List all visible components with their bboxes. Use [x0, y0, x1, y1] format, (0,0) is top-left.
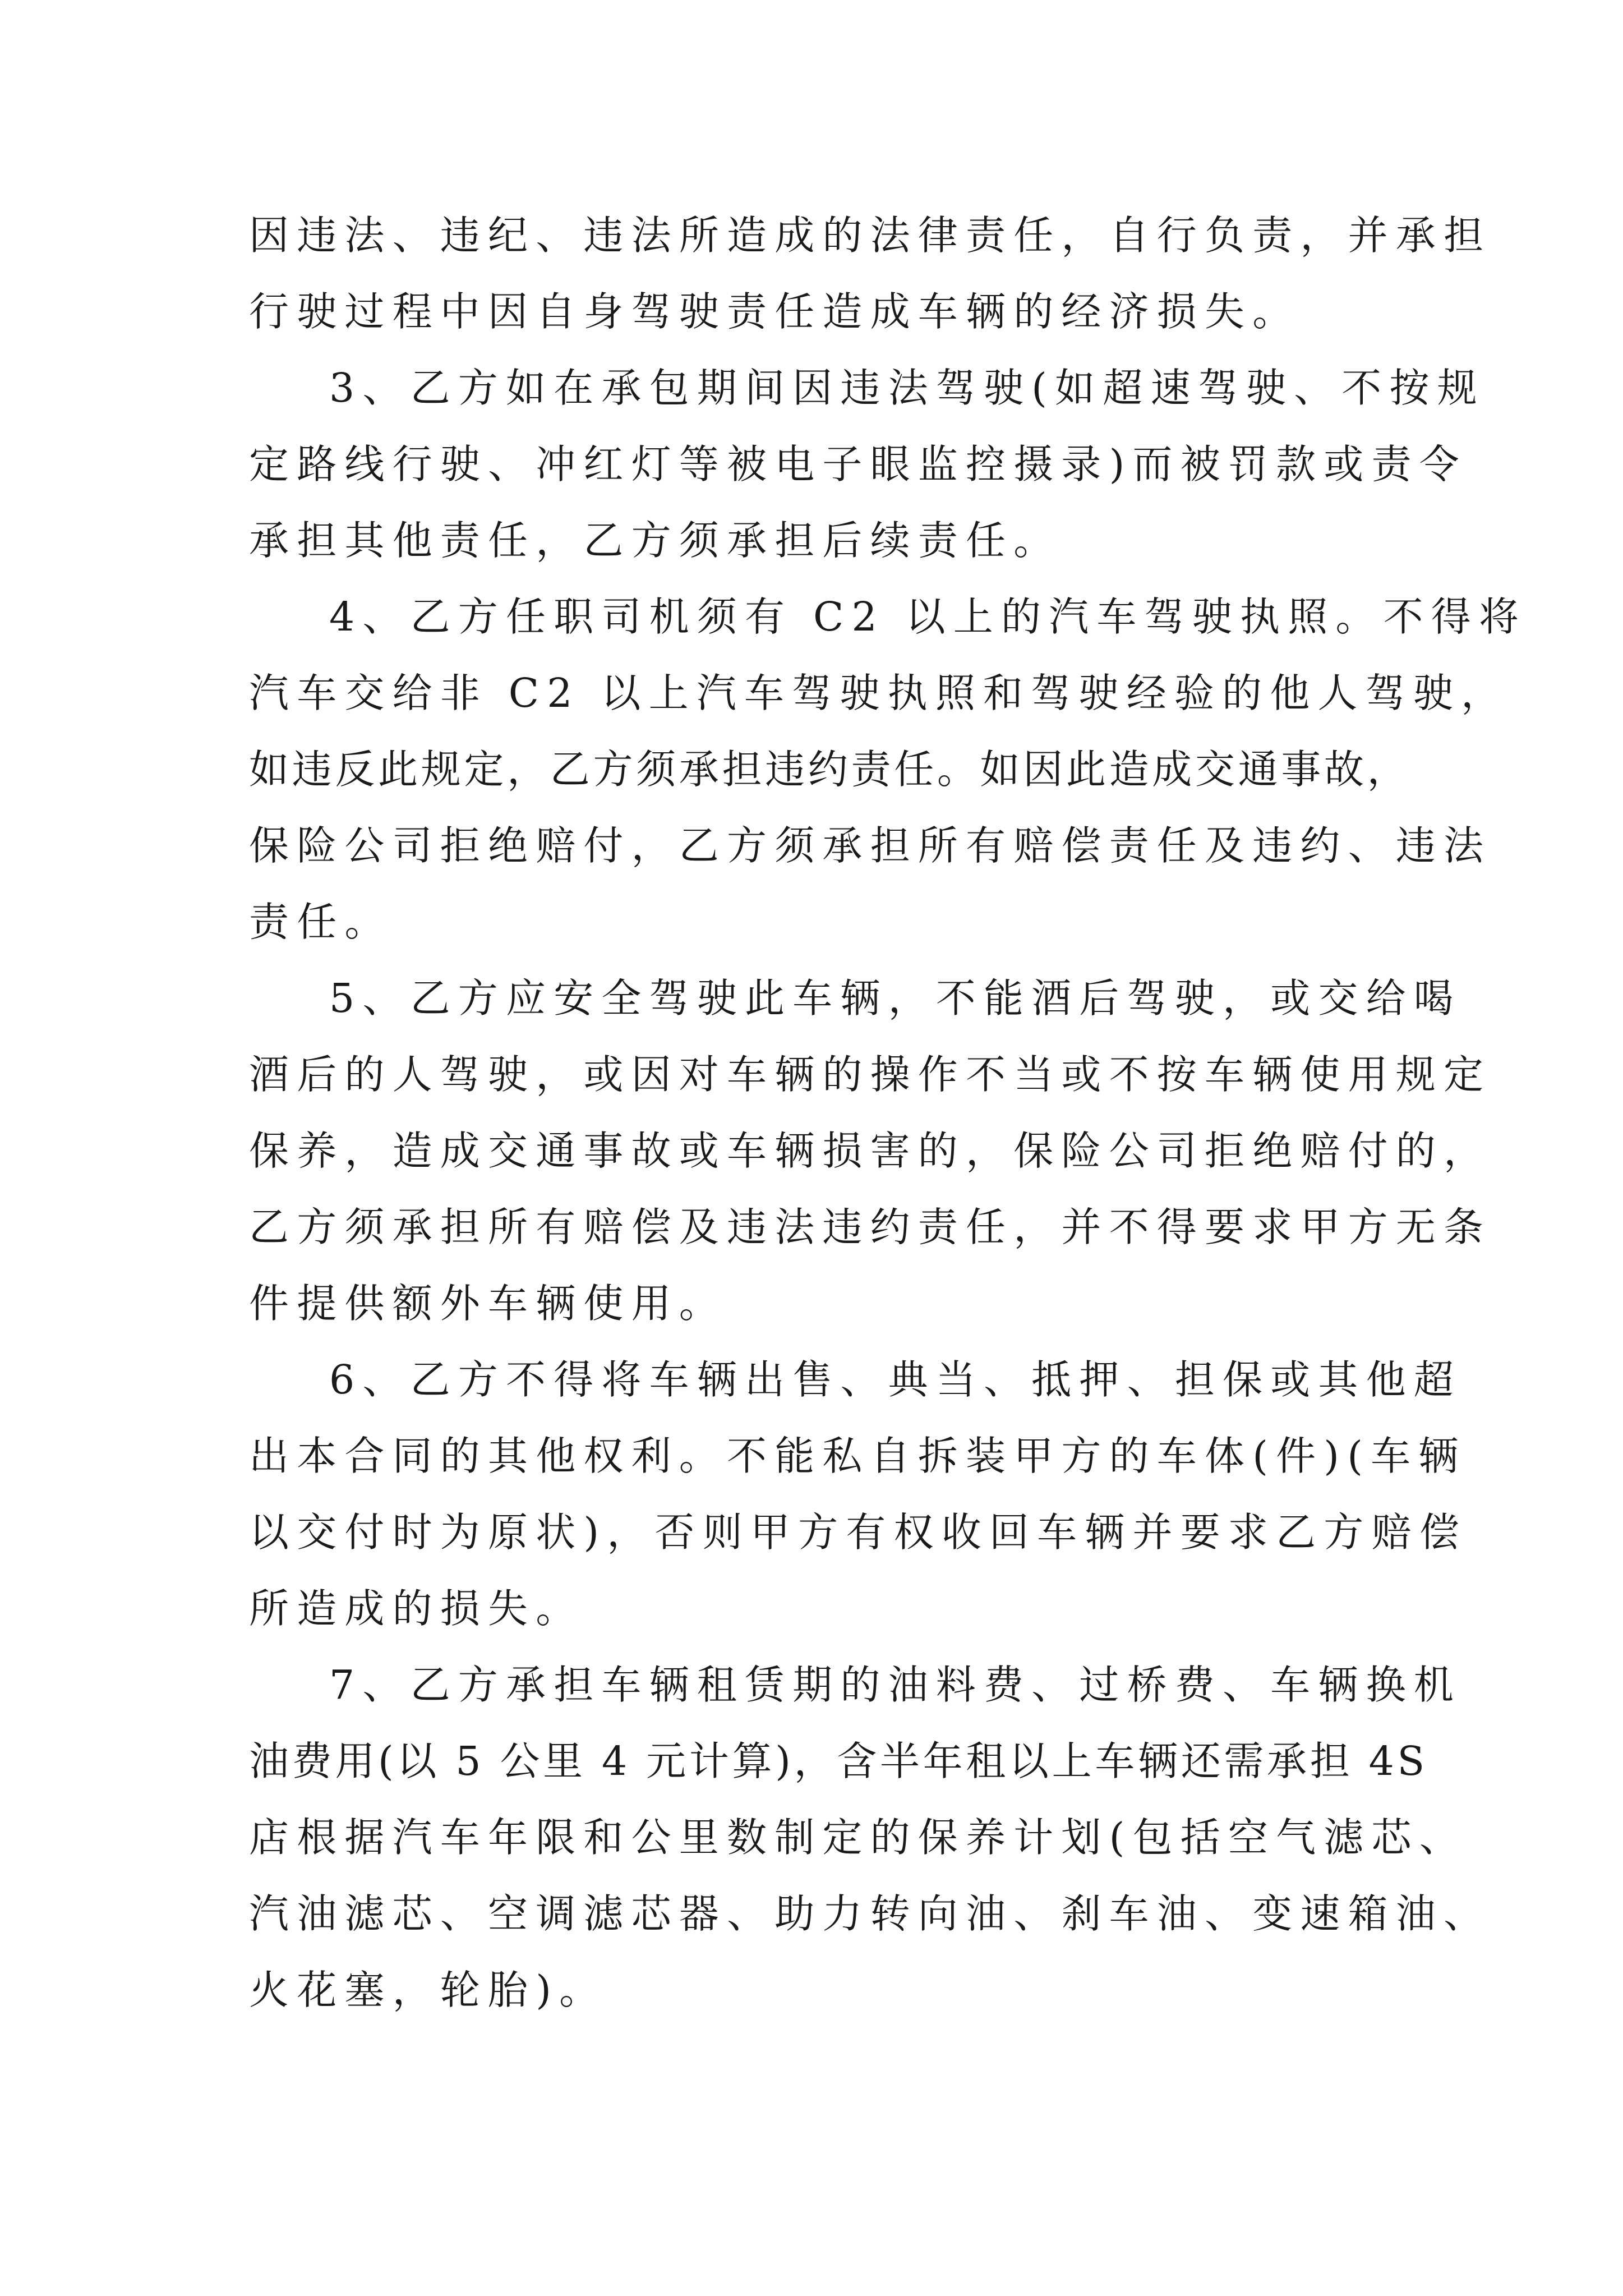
text-line: 因违法、违纪、违法所造成的法律责任，自行负责，并承担 — [249, 212, 1492, 259]
text-line: 责任。 — [249, 899, 393, 945]
text-line: 出本合同的其他权利。不能私自拆装甲方的车体(件)(车辆 — [249, 1433, 1467, 1479]
paragraph-clause-3 — [249, 350, 1485, 579]
text-line: 店根据汽车年限和公里数制定的保养计划(包括空气滤芯、 — [249, 1814, 1467, 1861]
text-line: 6、乙方不得将车辆出售、典当、抵押、担保或其他超 — [329, 1356, 1461, 1403]
text-line: 以交付时为原状)，否则甲方有权收回车辆并要求乙方赔偿 — [249, 1509, 1467, 1556]
text-line: 汽车交给非 C2 以上汽车驾驶执照和驾驶经验的他人驾驶， — [249, 670, 1509, 716]
text-line: 件提供额外车辆使用。 — [249, 1280, 727, 1327]
text-line: 保养，造成交通事故或车辆损害的，保险公司拒绝赔付的， — [249, 1128, 1492, 1174]
paragraph-clause-6 — [249, 1342, 1467, 1647]
text-line: 油费用(以 5 公里 4 元计算)，含半年租以上车辆还需承担 4S — [249, 1738, 1428, 1784]
text-line: 承担其他责任，乙方须承担后续责任。 — [249, 517, 1062, 564]
text-line: 火花塞，轮胎)。 — [249, 1967, 607, 2013]
paragraph-clause-4 — [249, 579, 1527, 960]
text-line: 5、乙方应安全驾驶此车辆，不能酒后驾驶，或交给喝 — [329, 975, 1461, 1022]
text-line: 如违反此规定，乙方须承担违约责任。如因此造成交通事故， — [249, 746, 1410, 793]
paragraph-continuation — [249, 197, 1492, 350]
text-line: 酒后的人驾驶，或因对车辆的操作不当或不按车辆使用规定 — [249, 1051, 1492, 1098]
document-body — [249, 197, 1527, 2028]
text-line: 保险公司拒绝赔付，乙方须承担所有赔偿责任及违约、违法 — [249, 822, 1492, 869]
text-line: 汽油滤芯、空调滤芯器、助力转向油、刹车油、变速箱油、 — [249, 1890, 1492, 1937]
text-line: 所造成的损失。 — [249, 1585, 584, 1632]
paragraph-clause-5 — [249, 960, 1492, 1342]
text-line: 3、乙方如在承包期间因违法驾驶(如超速驾驶、不按规 — [329, 365, 1485, 411]
text-line: 行驶过程中因自身驾驶责任造成车辆的经济损失。 — [249, 288, 1301, 335]
paragraph-clause-7 — [249, 1647, 1492, 2028]
text-line: 4、乙方任职司机须有 C2 以上的汽车驾驶执照。不得将 — [329, 593, 1527, 640]
text-line: 乙方须承担所有赔偿及违法违约责任，并不得要求甲方无条 — [249, 1204, 1492, 1250]
text-line: 定路线行驶、冲红灯等被电子眼监控摄录)而被罚款或责令 — [249, 441, 1467, 487]
text-line: 7、乙方承担车辆租赁期的油料费、过桥费、车辆换机 — [329, 1662, 1461, 1708]
